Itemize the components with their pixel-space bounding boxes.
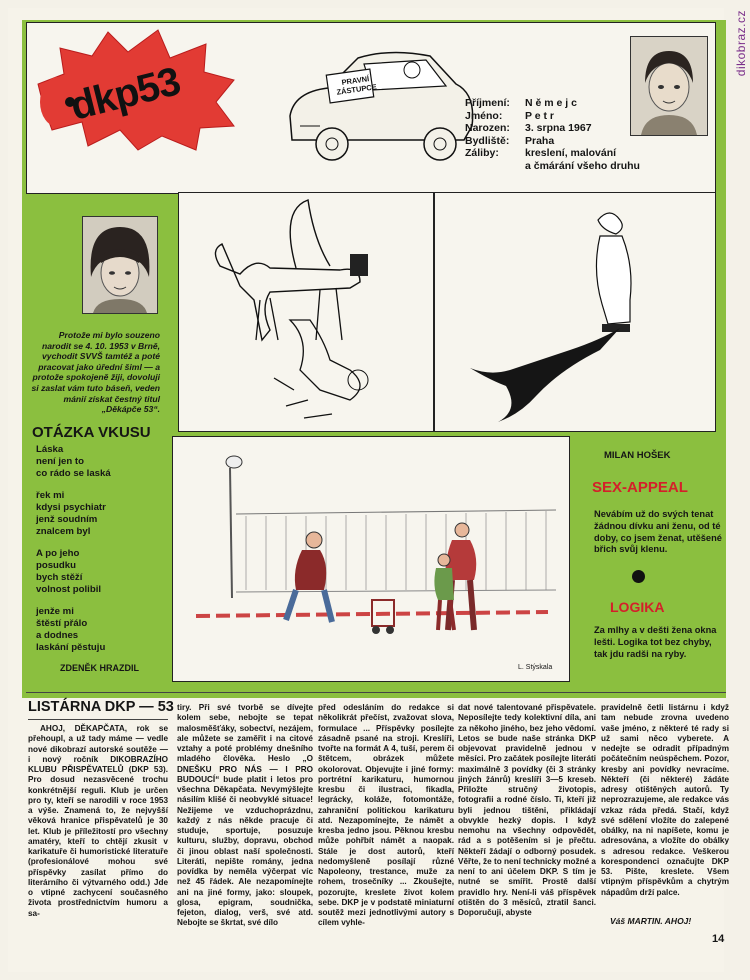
profile-value: P e t r bbox=[525, 109, 554, 122]
logika-title: LOGIKA bbox=[610, 599, 665, 615]
street-cartoon bbox=[176, 440, 564, 676]
profile-key: Záliby: bbox=[465, 147, 499, 160]
profile-row bbox=[465, 160, 640, 173]
section-divider bbox=[26, 692, 726, 693]
poem-stanza: řek mi kdysi psychiatr jenž soudním znalcem byl bbox=[36, 490, 106, 537]
profile-value: a čmárání všeho druhu bbox=[525, 159, 640, 172]
profile-key: Jméno: bbox=[465, 109, 503, 122]
poem-body bbox=[36, 444, 186, 674]
logika-text: Za mlhy a v dešti žena okna lešti. Logika tot bez chyby, tak jdu radši na ryby. bbox=[594, 625, 717, 659]
site-watermark: dikobraz.cz bbox=[734, 10, 748, 77]
profile-key: Narozen: bbox=[465, 122, 510, 135]
author-photo-hrazdil bbox=[82, 216, 158, 314]
logo-text: dkp53 bbox=[66, 59, 185, 129]
listarna-column-4: dat nové talentované přispěvatele. Neposílejte tedy kolektivní díla, ani za někoho jiného, bez jeho vědomí. Letos se bude naše stránka DKP objevovat pravidelně jednou v měsíci. Pro začátek posílejte literáti maximálně 3 povídky (či 3 stránky jiných žánrů) kreslíři 3—5 kreseb. Přiložte stručný životopis, fotografii a rodné číslo. Ti, kteří již byli jednou tištěni, přikládají obvykle hezký dopis. I když nemohu na všechny odpovědět, rád a s potěšením si je přečtu. Někteří žádají o odborný posudek. Věřte, že to není technicky možné a není to ani účelem DKP. S tím je nutné se smířit. Prostě další pravidlo hry. Není-li váš příspěvek otištěn do 3 měsíců, ztratil šanci. Doporučuji, abyste bbox=[458, 703, 596, 917]
listarna-closing: Váš MARTIN. AHOJ! bbox=[610, 916, 692, 926]
horse-cartoon bbox=[200, 190, 410, 426]
listarna-column-1 bbox=[28, 724, 168, 919]
photo-caption: Protože mi bylo souzeno narodit se 4. 10. 1953 v Brně, vychodit SVVŠ tamtéž a poté pracovat jako úřední šiml — a protože spokojeně žiji, dovoluji si zaslat vám tuto báseň, veden mánií získat čestný titul „Děkápče 53“. bbox=[31, 330, 160, 415]
poem-stanza: jenže mi štěstí přálo a dodnes laskání pěstuju bbox=[36, 606, 106, 653]
sex-appeal-text: Nevábím už do svých tenat žádnou dívku ani ženu, od té doby, co jsem ženat, utěšené břich svůj klenu. bbox=[594, 509, 722, 555]
profile-row bbox=[465, 147, 640, 160]
cartoon-signature: L. Stýskala bbox=[518, 664, 553, 671]
listarna-column-3: před odesláním do redakce si několikrát přečíst, zvažovat slova, formulace ... Příspěvky posílejte zásadně psané na stroji. Kreslíři, tvořte na formát A 4, tuší, perem či štětcem, obrázek můžete okolorovat. Objevujte i jiné formy: portrétní karikaturu, humornou kresbu či ilustraci, fikadla, legrácky, koláže, fotomontáže, zahraniční politickou karikaturu atd. Nezapomínejte, že námět a kresba jedno jsou. Pěknou kresbu může pohřbít námět a naopak. Stále je dost autorů, kteří nedomyšleně posílají různé Napoleony, trestance, muže za rohem, trosečníky ... Zkoušejte, pozorujte, kreslete život kolem sebe. DKP je v podstatě miniaturní soutěž mezi jednotlivými autory s cílem vyhle- bbox=[318, 703, 454, 928]
profile-key bbox=[465, 160, 525, 173]
listarna-text: AHOJ, DĚKAPČATA, rok se přehoupl, a už tady máme — vedle nové dikobrazí autorské soutěže — i nový ročník DIKOBRAZÍHO KLUBU PŘISPĚVATELŮ (DKP 53). Pro dosud nezasvěcené trochu konkrétnější reguli. Klub je určen pro ty, kteří se narodili v roce 1953 a výše. Znamená to, že nejvyšší věková hranice přispěvatelů je 30 let. Klub je příležitostí pro všechny amatéry, kteří to chtějí zkusit v karikatuře či humoristické literatuře (profesionálové mohou své příspěvky zasílat přímo do literárního či výtvarného odd.) Jde o vtipné zachycení současného života prostřednictvím humoru a sa- bbox=[28, 724, 168, 918]
page-number: 14 bbox=[712, 933, 725, 945]
profile-row bbox=[465, 135, 640, 148]
profile-value: 3. srpna 1967 bbox=[525, 122, 592, 135]
profile-key: Příjmení: bbox=[465, 97, 510, 109]
poem-stanza: A po jeho posudku bych stěží volnost polibil bbox=[36, 548, 102, 595]
profile-row bbox=[465, 97, 640, 110]
poem-author: ZDENĚK HRAZDIL bbox=[60, 663, 139, 673]
title-underline bbox=[28, 719, 168, 720]
profile-value: kreslení, malování bbox=[525, 147, 617, 160]
author-profile bbox=[465, 97, 640, 173]
profile-value: N ě m e j c bbox=[525, 97, 577, 109]
author-photo-nemejc bbox=[630, 36, 708, 136]
bullet-dot bbox=[632, 570, 645, 583]
poem-title: OTÁZKA VKUSU bbox=[32, 424, 151, 441]
poet-name: MILAN HOŠEK bbox=[604, 450, 671, 461]
profile-key: Bydliště: bbox=[465, 134, 510, 147]
listarna-title: LISTÁRNA DKP — 53 bbox=[28, 699, 174, 715]
poem-stanza: Láska není jen to co rádo se laská bbox=[36, 444, 111, 479]
profile-row bbox=[465, 122, 640, 135]
car-sign-text: PRAVNÍ ZÁSTUPCE bbox=[335, 74, 378, 97]
profile-value: Praha bbox=[525, 134, 555, 147]
profile-row bbox=[465, 110, 640, 123]
listarna-column-2: tiry. Při své tvorbě se dívejte kolem sebe, nebojte se tepat malosměšťáky, sobectví, nezájem, ale můžete se zaměřit i na citové vztahy a poté problémy dnešního mladého člověka. Heslo „O DNEŠKU PRO NÁS — I PRO BUDOUCÍ“ bude platit i letos pro všechna Děkapčata. Nevymýšlejte násilím klišé či neobvyklé situace! Nežijeme ve vzduchoprázdnu, každý z nás někde pracuje či studuje, sportuje, posuzuje kulturu, služby, dopravu, obchod či jinou oblast naší společnosti. Literáti, nepište romány, jedna povídka by neměla výčerpat víc než 45 řádek. Ale nezapomínejte ani na jiné formy, jako: sloupek, glosa, epigram, soudnička, fejeton, dialog, verš, své atd. Nebojte se škrtat, své dílo bbox=[177, 703, 313, 928]
car-cartoon bbox=[280, 44, 480, 168]
listarna-column-5: pravidelně četli listárnu i když tam nebude zrovna uvedeno vaše jméno, z některé té rady si už sami něco vyberete. A nedejte se odradit případným počátečním neúspěchem. Pozor, kresby ani povídky nevracíme. Někteří (či některé) žádáte adresy otištěných autorů. Ty neprozrazujeme, ale redakce vás vzkaz ráda předá. Stačí, když své sdělení vložíte do zalepené obálky, na ni napíšete, komu je adresována, a vložíte do obálky s adresou redakce. Veškerou korespondenci označujte DKP 53. Pište, kreslete. Všem vtipným příspěvkům a chytrým nápadům drží palce. bbox=[601, 703, 729, 897]
sex-appeal-title: SEX-APPEAL bbox=[592, 479, 688, 496]
shadow-cartoon bbox=[450, 200, 700, 426]
